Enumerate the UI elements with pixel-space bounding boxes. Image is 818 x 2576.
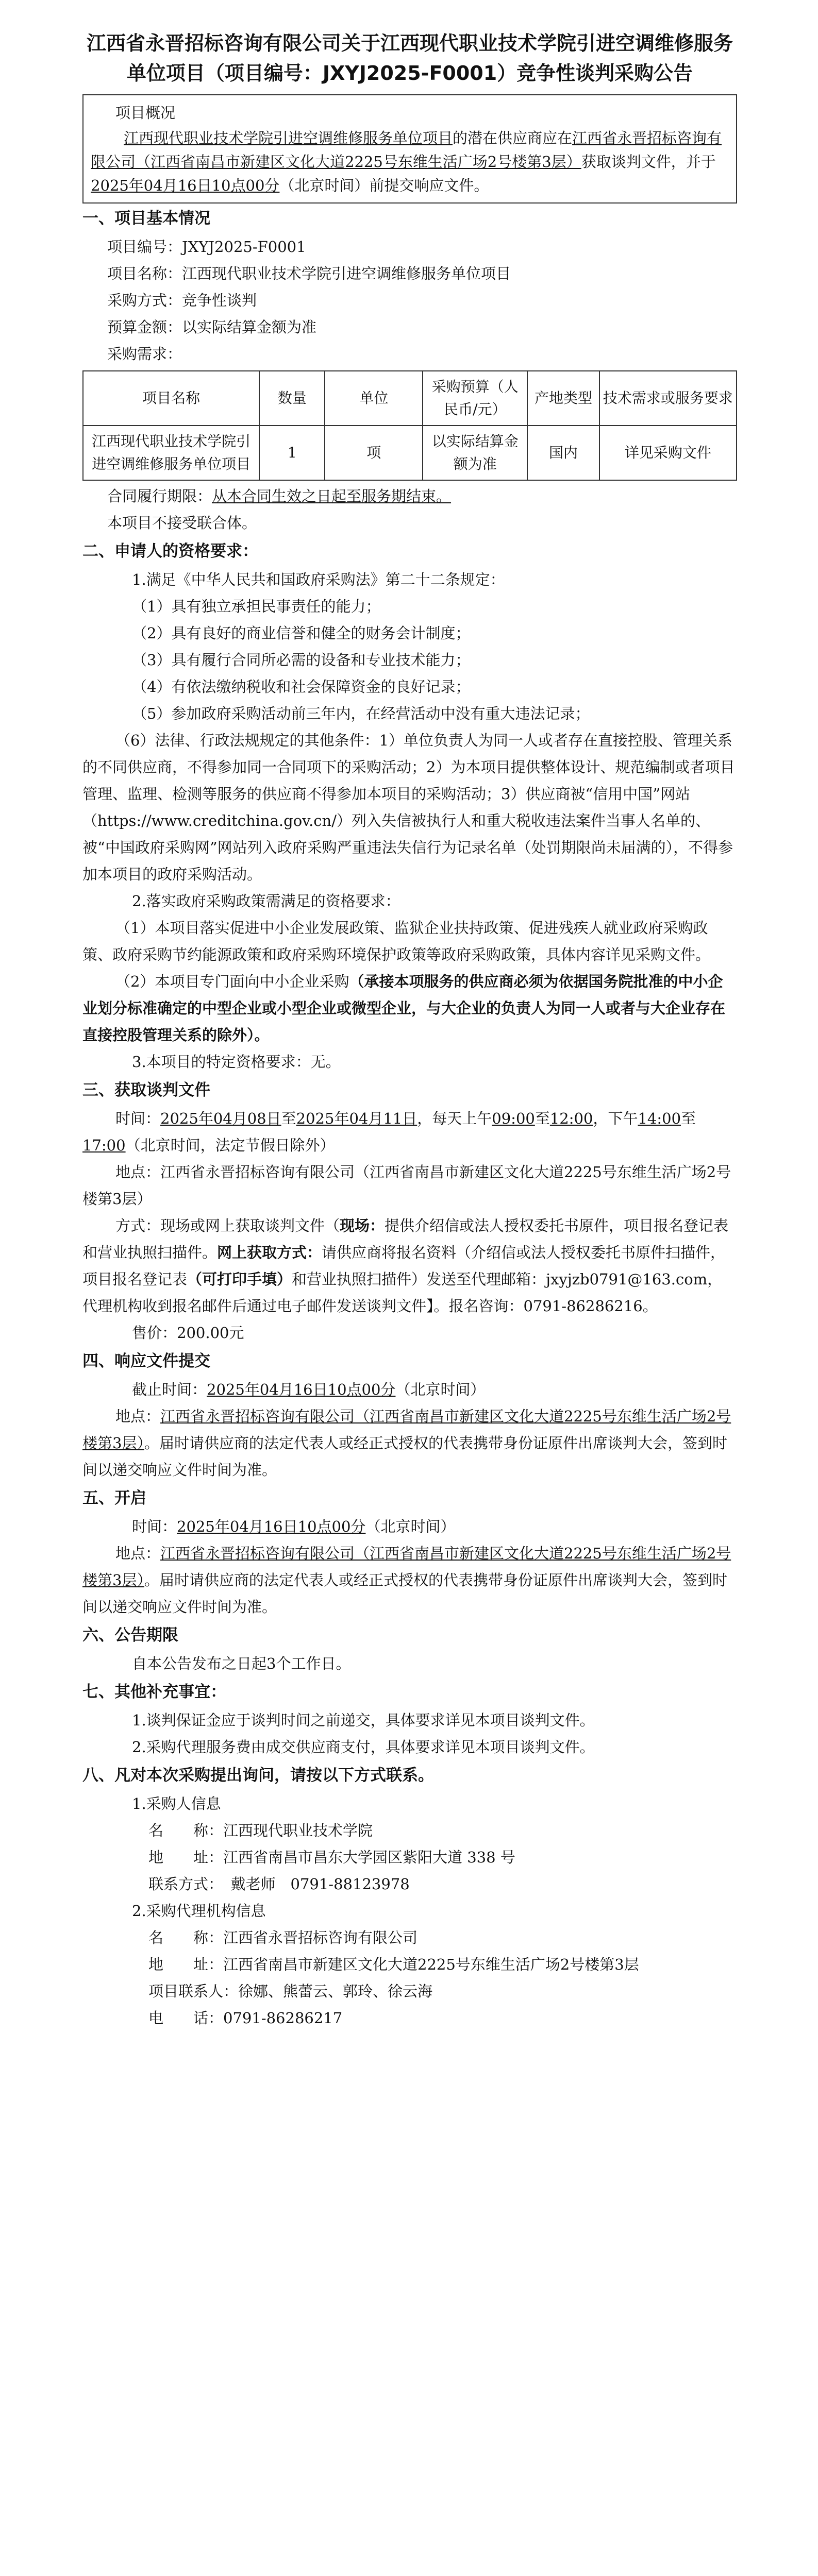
agency-name: 名 称：江西省永晋招标咨询有限公司 [148,1929,418,1946]
overview-text-1: 的潜在供应商应在 [453,129,573,147]
afternoon-end: 17:00 [82,1137,126,1154]
supplement-2: 2.采购代理服务费由成交供应商支付，具体要求详见本项目谈判文件。 [132,1738,595,1756]
qualification-item: （5）参加政府采购活动前三年内，在经营活动中没有重大违法记录； [132,705,590,722]
time-label: 时间： [115,1110,161,1127]
submission-place [82,1403,737,1483]
table-header-cell: 技术需求或服务要求 [599,371,737,426]
end-date: 2025年04月11日 [296,1110,418,1127]
start-date: 2025年04月08日 [160,1110,281,1127]
qualification-3: 3.本项目的特定资格要求：无。 [132,1053,341,1071]
section-7-heading: 七、其他补充事宜： [82,1683,226,1701]
purchaser-address: 地 址：江西省南昌市昌东大学园区紫阳大道 338 号 [148,1849,515,1866]
purchaser-name: 名 称：江西现代职业技术学院 [148,1822,373,1839]
table-cell: 以实际结算金额为准 [423,426,527,480]
time-note: （北京时间，法定节假日除外） [125,1137,335,1154]
method-text: 方式：现场或网上获取谈判文件（ [115,1217,340,1234]
project-overview-box [82,94,737,204]
opening-place [82,1540,737,1620]
place-link[interactable]: 江西省永晋招标咨询有限公司（江西省南昌市新建区文化大道2225号东维生活广场2号楼第3层） [82,1408,731,1452]
policy-requirement-2-text: （2）本项目专门面向中小企业采购 [115,973,349,990]
online-label: 网上获取方式： [217,1244,322,1261]
table-header-cell: 采购预算（人民币/元） [423,371,527,426]
overview-deadline: 2025年04月16日10点00分 [91,177,280,194]
qualification-item: （3）具有履行合同所必需的设备和专业技术能力； [132,651,471,669]
procurement-method: 采购方式：竞争性谈判 [107,292,257,309]
purchaser-info-title: 1.采购人信息 [132,1795,221,1812]
table-cell: 详见采购文件 [599,426,737,480]
opening-time [82,1513,737,1540]
overview-agency-link[interactable]: 江西省永晋招标咨询有限公司（江西省南昌市新建区文化大道2225号东维生活广场2号楼第3层） [91,129,722,171]
section-5-heading: 五、开启 [82,1489,146,1507]
submission-deadline [82,1376,737,1403]
qualification-item: （1）具有独立承担民事责任的能力； [132,598,381,615]
table-cell: 国内 [527,426,599,480]
onsite-label: 现场： [340,1217,385,1234]
procurement-demand-label: 采购需求： [107,345,182,363]
agency-info-title: 2.采购代理机构信息 [132,1902,266,1920]
onsite-text: 提供介绍信或法人授权委托书原件，项目报名登记表和营业执照扫描件。 [82,1217,729,1261]
page-title: 江西省永晋招标咨询有限公司关于江西现代职业技术学院引进空调维修服务单位项目（项目编号：JXYJ2025-F0001）竞争性谈判采购公告 [86,32,733,84]
time-label: 时间： [132,1518,177,1535]
online-text-tail: 和营业执照扫描件）发送至代理邮箱：jxyjzb0791@163.com，代理机构收到报名邮件后通过电子邮件发送谈判文件】。报名咨询：0791-86286216。 [82,1270,723,1315]
contract-period-label: 合同履行期限： [107,487,212,505]
policy-requirement-1: （1）本项目落实促进中小企业发展政策、监狱企业扶持政策、促进残疾人就业政府采购政策、政府采购节约能源政策和政府采购环境保护政策等政府采购政策，具体内容详见采购文件。 [82,919,711,963]
supplement-1: 1.谈判保证金应于谈判时间之前递交，具体要求详见本项目谈判文件。 [132,1711,595,1729]
table-header-cell: 数量 [259,371,325,426]
qualification-1: 1.满足《中华人民共和国政府采购法》第二十二条规定： [132,571,505,588]
place-tail: 。届时请供应商的法定代表人或经正式授权的代表携带身份证原件出席谈判大会，签到时间以递交响应文件时间为准。 [82,1571,727,1616]
qualification-item: （4）有依法缴纳税收和社会保障资金的良好记录； [132,678,471,696]
document-price: 售价：200.00元 [132,1324,244,1342]
no-consortium-note: 本项目不接受联合体。 [107,514,257,532]
overview-text-3: （北京时间）前提交响应文件。 [279,177,489,194]
afternoon-text: ，下午 [593,1110,638,1127]
deadline-label: 截止时间： [132,1381,207,1398]
to-text: 至 [281,1110,296,1127]
agency-address: 地 址：江西省南昌市新建区文化大道2225号东维生活广场2号楼第3层 [148,1956,639,1973]
to-text: 至 [681,1110,696,1127]
time-tail: （北京时间） [365,1518,456,1535]
place-label: 地点： [115,1408,161,1425]
table-header-cell: 项目名称 [83,371,259,426]
morning-end: 12:00 [549,1110,593,1127]
procurement-demand-table [82,370,737,481]
place-label: 地点： [115,1545,161,1562]
contract-period-value: 从本合同生效之日起至服务期结束。 [212,487,452,505]
project-name: 项目名称：江西现代职业技术学院引进空调维修服务单位项目 [107,265,511,282]
document-acquisition-method [82,1212,737,1319]
to-text: 至 [535,1110,550,1127]
purchaser-contact: 联系方式： 戴老师 0791-88123978 [148,1875,410,1893]
table-cell: 项 [325,426,423,480]
handwrite-note: （可打印手填） [187,1270,292,1288]
section-2-heading: 二、申请人的资格要求： [82,542,258,561]
project-number: 项目编号：JXYJ2025-F0001 [107,238,306,256]
section-4-heading: 四、响应文件提交 [82,1352,210,1370]
document-acquisition-place: 地点：江西省永晋招标咨询有限公司（江西省南昌市新建区文化大道2225号东维生活广场2号楼第3层） [82,1163,731,1208]
qualification-item-6: （6）法律、行政法规规定的其他条件：1）单位负责人为同一人或者存在直接控股、管理关系的不同供应商，不得参加同一合同项下的采购活动；2）为本项目提供整体设计、规范编制或者项目管理、监理、检测等服务的供应商不得参加本项目的采购活动；3）供应商被“信用中国”网站（https://www.creditchina.gov.cn/）列入失信被执行人和重大税收违法案件当事人名单的、被“中国政府采购网”网站列入政府采购严重违法失信行为记录名单（处罚期限尚未届满的），不得参加本项目的政府采购活动。 [82,732,735,883]
afternoon-start: 14:00 [638,1110,681,1127]
online-text: 请供应商将报名资料（介绍信或法人授权委托书原件扫描件，项目报名登记表 [82,1244,726,1288]
opening-time-value: 2025年04月16日10点00分 [177,1518,366,1535]
budget-amount: 预算金额：以实际结算金额为准 [107,318,317,336]
policy-requirement-2 [82,968,737,1048]
table-row [83,426,737,480]
agency-contact-person: 项目联系人：徐娜、熊蕾云、郭玲、徐云海 [148,1982,433,2000]
morning-text: ，每天上午 [417,1110,492,1127]
section-1-heading: 一、项目基本情况 [82,209,210,228]
table-cell: 1 [259,426,325,480]
morning-start: 09:00 [492,1110,535,1127]
deadline-tail: （北京时间） [395,1381,486,1398]
qualification-2: 2.落实政府采购政策需满足的资格要求： [132,892,400,910]
document-acquisition-time [82,1105,737,1159]
section-8-heading: 八、凡对本次采购提出询问，请按以下方式联系。 [82,1766,434,1785]
place-tail: 。届时请供应商的法定代表人或经正式授权的代表携带身份证原件出席谈判大会，签到时间以递交响应文件时间为准。 [82,1434,727,1479]
section-6-heading: 六、公告期限 [82,1626,178,1645]
table-header-cell: 单位 [325,371,423,426]
agency-phone: 电 话：0791-86286217 [148,2009,343,2027]
policy-requirement-2-bold: （承接本项服务的供应商必须为依据国务院批准的中小企业划分标准确定的中型企业或小型企业或微型企业，与大企业的负责人为同一人或者与大企业存在直接控股管理关系的除外）。 [82,973,726,1044]
section-3-heading: 三、获取谈判文件 [82,1081,210,1099]
overview-project-link[interactable]: 江西现代职业技术学院引进空调维修服务单位项目 [124,129,453,147]
overview-text-2: 获取谈判文件，并于 [581,153,716,171]
overview-text [91,126,729,197]
announcement-period: 自本公告发布之日起3个工作日。 [132,1655,351,1672]
table-header-row [83,371,737,426]
place-link[interactable]: 江西省永晋招标咨询有限公司（江西省南昌市新建区文化大道2225号东维生活广场2号楼第3层） [82,1545,731,1589]
announcement-page [82,28,737,2031]
qualification-item: （2）具有良好的商业信誉和健全的财务会计制度； [132,624,471,642]
deadline-value: 2025年04月16日10点00分 [207,1381,396,1398]
overview-heading: 项目概况 [115,104,176,122]
table-cell: 江西现代职业技术学院引进空调维修服务单位项目 [83,426,259,480]
contract-period [82,483,737,510]
table-header-cell: 产地类型 [527,371,599,426]
